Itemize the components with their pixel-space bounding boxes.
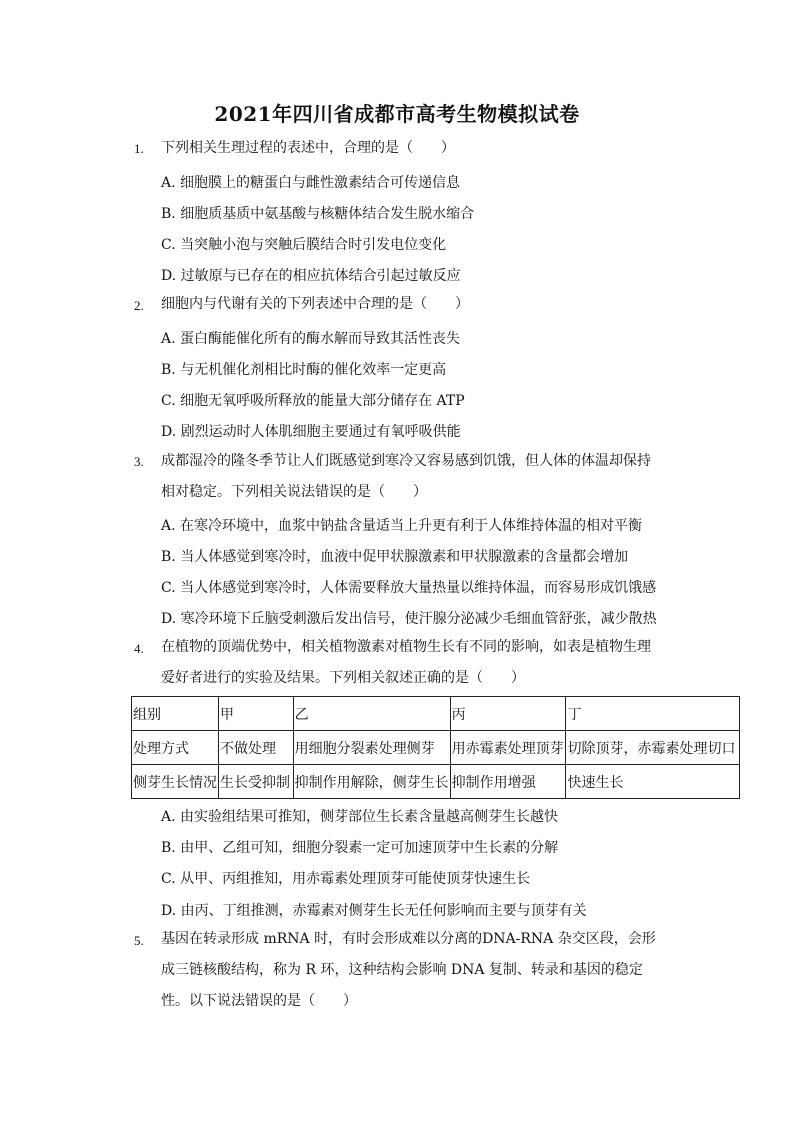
table-cell: 丙 <box>450 697 566 731</box>
option-c: C. 当人体感觉到寒冷时，人体需要释放大量热量以维持体温，而容易形成饥饿感 <box>161 580 657 596</box>
question-number: 5. <box>134 933 144 948</box>
experiment-table <box>131 696 740 799</box>
option-b: B. 与无机催化剂相比时酶的催化效率一定更高 <box>161 362 447 378</box>
exam-title: 2021年四川省成都市高考生物模拟试卷 <box>214 102 580 126</box>
question-number: 3. <box>134 454 144 469</box>
table-cell: 用赤霉素处理顶芽 <box>450 731 566 765</box>
table-row <box>132 765 740 799</box>
question-stem: 下列相关生理过程的表述中，合理的是（ ） <box>161 140 455 156</box>
table-row <box>132 731 740 765</box>
table-cell: 用细胞分裂素处理侧芽 <box>293 731 450 765</box>
option-a: A. 细胞膜上的糖蛋白与雌性激素结合可传递信息 <box>161 175 461 191</box>
table-cell: 抑制作用增强 <box>450 765 566 799</box>
option-c: C. 细胞无氧呼吸所释放的能量大部分储存在 ATP <box>161 393 465 409</box>
option-a: A. 蛋白酶能催化所有的酶水解而导致其活性丧失 <box>161 331 461 347</box>
table-cell: 处理方式 <box>132 731 219 765</box>
table-cell: 不做处理 <box>219 731 294 765</box>
question-stem: 基因在转录形成 mRNA 时，有时会形成难以分离的DNA-RNA 杂交区段，会形成三链核酸结构，称为 R 环，这种结构会影响 DNA 复制、转录和基因的稳定性。以下说法错误的是（ ） <box>161 931 656 1009</box>
option-d: D. 寒冷环境下丘脑受刺激后发出信号，使汗腺分泌减少毛细血管舒张，减少散热 <box>161 611 657 627</box>
question-stem: 成都湿冷的隆冬季节让人们既感觉到寒冷又容易感到饥饿，但人体的体温却保持相对稳定。下列相关说法错误的是（ ） <box>161 453 651 500</box>
option-d: D. 过敏原与已存在的相应抗体结合引起过敏反应 <box>161 268 461 284</box>
table-cell: 切除顶芽，赤霉素处理切口 <box>566 731 740 765</box>
option-d: D. 由丙、丁组推测，赤霉素对侧芽生长无任何影响而主要与顶芽有关 <box>161 903 587 919</box>
option-b: B. 细胞质基质中氨基酸与核糖体结合发生脱水缩合 <box>161 206 475 222</box>
option-d: D. 剧烈运动时人体肌细胞主要通过有氧呼吸供能 <box>161 424 461 440</box>
option-c: C. 从甲、丙组推知，用赤霉素处理顶芽可能使顶芽快速生长 <box>161 871 531 887</box>
table-cell: 甲 <box>219 697 294 731</box>
table-cell: 快速生长 <box>566 765 740 799</box>
option-b: B. 当人体感觉到寒冷时，血液中促甲状腺激素和甲状腺激素的含量都会增加 <box>161 549 629 565</box>
table-cell: 生长受抑制 <box>219 765 294 799</box>
table-row <box>132 697 740 731</box>
question-stem: 细胞内与代谢有关的下列表述中合理的是（ ） <box>161 296 469 312</box>
question-number: 4. <box>134 641 144 656</box>
table-cell: 抑制作用解除，侧芽生长 <box>293 765 450 799</box>
option-a: A. 在寒冷环境中，血浆中钠盐含量适当上升更有利于人体维持体温的相对平衡 <box>161 518 643 534</box>
question-stem: 在植物的顶端优势中，相关植物激素对植物生长有不同的影响，如表是植物生理爱好者进行的实验及结果。下列相关叙述正确的是（ ） <box>161 639 651 686</box>
option-c: C. 当突触小泡与突触后膜结合时引发电位变化 <box>161 237 447 253</box>
table-cell: 乙 <box>293 697 450 731</box>
table-cell: 侧芽生长情况 <box>132 765 219 799</box>
table-cell: 组别 <box>132 697 219 731</box>
question-number: 1. <box>134 141 144 156</box>
table-cell: 丁 <box>566 697 740 731</box>
option-b: B. 由甲、乙组可知，细胞分裂素一定可加速顶芽中生长素的分解 <box>161 840 559 856</box>
question-number: 2. <box>134 298 144 313</box>
option-a: A. 由实验组结果可推知，侧芽部位生长素含量越高侧芽生长越快 <box>161 809 559 825</box>
